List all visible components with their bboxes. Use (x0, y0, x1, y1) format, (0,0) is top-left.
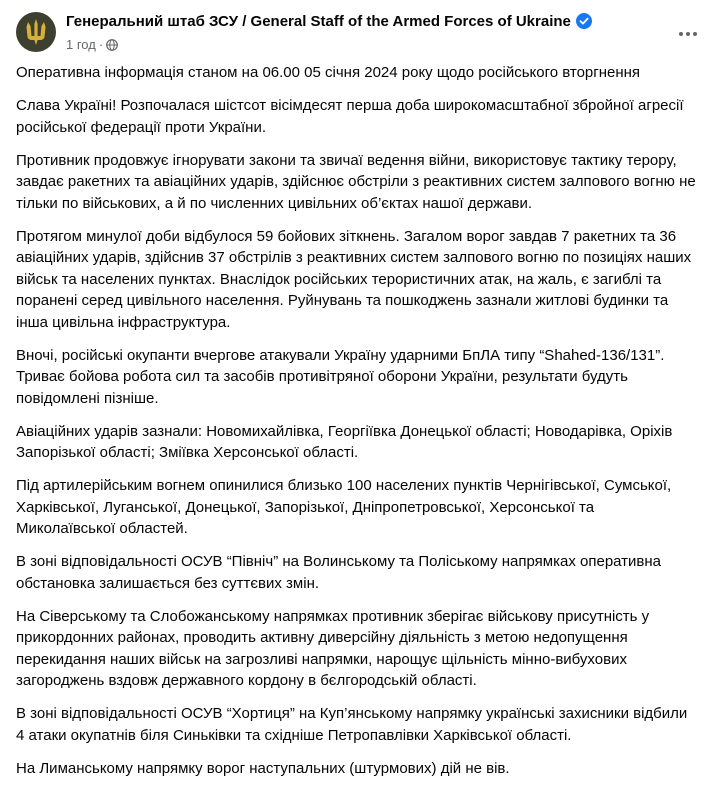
post-paragraph: На Сіверському та Слобожанському напрямках противник зберігає військову присутність у прикордонних районах, проводить активну диверсійну діяльність з метою недопущення перекидання наших військ на загрозливі напрямки, нарощує щільність мінно-вибухових загороджень вздовж державного кордону в бєлгородській області. (16, 607, 650, 689)
post-paragraph: Оперативна інформація станом на 06.00 05 січня 2024 року щодо російського вторгнення (16, 64, 641, 81)
more-options-button[interactable] (670, 16, 706, 52)
page-avatar[interactable] (16, 12, 56, 52)
post-paragraph: Авіаційних ударів зазнали: Новомихайлівка, Георгіївка Донецької області; Новодарівка, Оріхів Запорізької області; Зміївка Херсонської області. (16, 422, 673, 461)
post-subline (66, 36, 592, 54)
post-body (16, 62, 696, 791)
post-paragraph: В зоні відповідальності ОСУВ “Хортиця” на Куп’янському напрямку українські захисники відбили 4 атаки окупатнів біля Синьківки та східніше Петропавлівки Харківської області. (16, 705, 688, 744)
more-dots-icon (679, 32, 683, 36)
post-paragraph: Вночі, російські окупанти вчергове атакували Україну ударними БпЛА типу “Shahed-136/131”. Триває бойова робота сил та засобів противітряної оборони України, результати будуть повідомлені пізніше. (16, 346, 665, 407)
trident-icon (24, 18, 48, 46)
page-name-link[interactable]: Генеральний штаб ЗСУ / General Staff of the Armed Forces of Ukraine (66, 13, 571, 30)
verified-badge-icon (576, 13, 592, 29)
post-paragraph: На Лиманському напрямку ворог наступальних (штурмових) дій не вів. (16, 759, 510, 777)
post-paragraph: Слава Україні! Розпочалася шістсот вісімдесят перша доба широкомасштабної збройної агресії російської федерації проти України. (16, 97, 684, 136)
post-timestamp[interactable]: 1 год (66, 37, 96, 52)
separator-dot: · (98, 37, 104, 52)
post-header (16, 10, 706, 58)
post-paragraph: Протягом минулої доби відбулося 59 бойових зіткнень. Загалом ворог завдав 7 ракетних та 36 авіаційних ударів, здійснив 37 обстрілів з реактивних систем залпового вогню по позиціях наших військ та населених пунктах. Внаслідок російських терористичних атак, на жаль, є загиблі та поранені серед цивільного населення. Руйнувань та пошкоджень зазнали житлові будинки та інша цивільна інфраструктура. (16, 227, 692, 331)
post-paragraph: Під артилерійським вогнем опинилися близько 100 населених пунктів Чернігівської, Сумської, Харківської, Луганської, Донецької, Запорізької, Дніпропетровської, Херсонської та Миколаївської областей. (16, 477, 672, 537)
globe-icon[interactable] (106, 39, 118, 51)
post-paragraph: В зоні відповідальності ОСУВ “Північ” на Волинському та Поліському напрямках оперативна обстановка залишається без суттєвих змін. (16, 553, 662, 592)
post-paragraph: Противник продовжує ігнорувати закони та звичаї ведення війни, використовує тактику терору, завдає ракетних та авіаційних ударів, здійснює обстріли з реактивних систем залпового вогню не тільки по військових, а й по численних цивільних об’єктах нашої держави. (16, 151, 696, 212)
post-meta (66, 12, 592, 54)
